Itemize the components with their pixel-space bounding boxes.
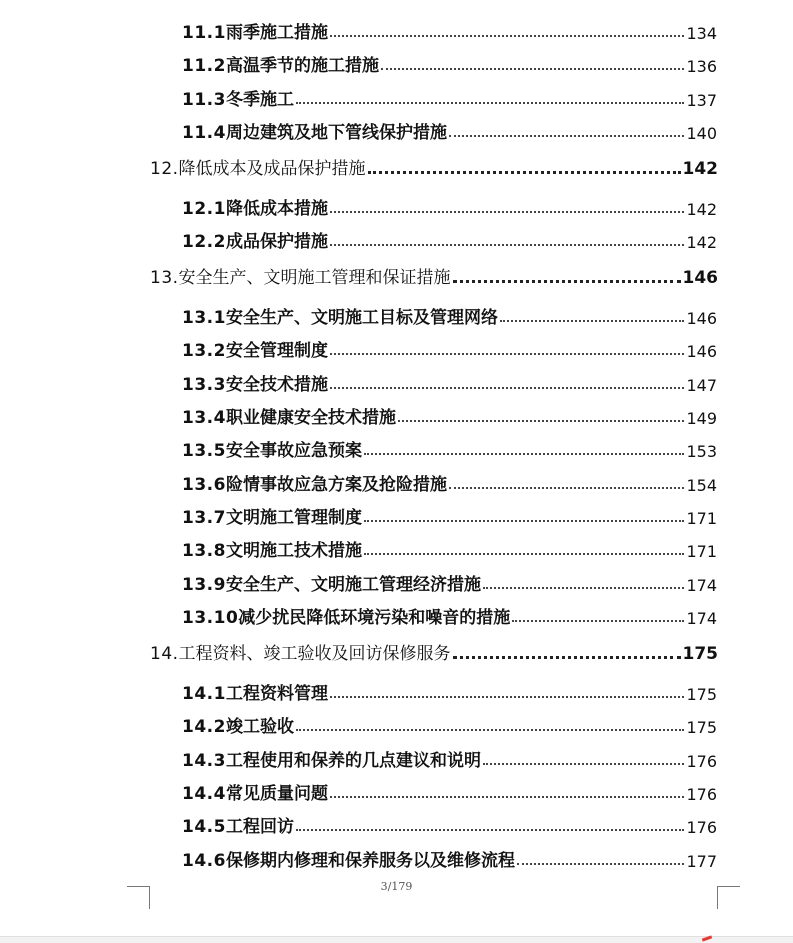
toc-entry-title: 工程资料管理 xyxy=(225,684,328,704)
toc-leader-dots xyxy=(364,451,685,455)
toc-entry-number: 13.7 xyxy=(182,508,226,528)
toc-entry-page: 171 xyxy=(686,542,717,561)
toc-section-entry[interactable] xyxy=(182,402,717,428)
toc-entry-page: 175 xyxy=(686,718,717,737)
toc-entry-number: 14.4 xyxy=(182,784,226,804)
toc-entry-number: 11.1 xyxy=(182,23,226,43)
toc-leader-dots xyxy=(398,418,685,422)
toc-section-entry[interactable] xyxy=(182,602,717,628)
toc-entry-title: 安全生产、文明施工管理经济措施 xyxy=(225,575,481,595)
toc-entry-title: 周边建筑及地下管线保护措施 xyxy=(225,123,447,143)
toc-entry-number: 11.4 xyxy=(182,123,226,143)
toc-entry-title: 成品保护措施 xyxy=(225,232,328,252)
toc-entry-page: 134 xyxy=(686,24,717,43)
toc-entry-page: 142 xyxy=(682,159,718,179)
toc-entry-number: 11.3 xyxy=(182,90,226,110)
toc-leader-dots xyxy=(330,385,685,389)
toc-chapter-entry[interactable] xyxy=(150,262,718,288)
toc-entry-number: 13. xyxy=(150,268,179,288)
toc-entry-title: 文明施工技术措施 xyxy=(225,541,362,561)
toc-leader-dots xyxy=(449,133,685,137)
toc-entry-page: 137 xyxy=(686,91,717,110)
toc-entry-number: 13.9 xyxy=(182,575,226,595)
toc-entry-page: 171 xyxy=(686,509,717,528)
toc-section-entry[interactable] xyxy=(182,435,717,461)
toc-section-entry[interactable] xyxy=(182,711,717,737)
toc-entry-number: 14.5 xyxy=(182,817,226,837)
toc-leader-dots xyxy=(330,794,685,798)
toc-entry-page: 177 xyxy=(686,852,717,871)
toc-leader-dots xyxy=(500,318,685,322)
toc-entry-page: 142 xyxy=(686,233,717,252)
toc-entry-number: 13.5 xyxy=(182,441,226,461)
toc-entry-page: 140 xyxy=(686,124,717,143)
toc-entry-number: 14.1 xyxy=(182,684,226,704)
toc-leader-dots xyxy=(449,485,685,489)
toc-entry-page: 153 xyxy=(686,442,717,461)
toc-entry-page: 176 xyxy=(686,752,717,771)
toc-entry-page: 146 xyxy=(686,342,717,361)
toc-section-entry[interactable] xyxy=(182,535,717,561)
toc-leader-dots xyxy=(330,694,685,698)
page-corner-mark-left xyxy=(127,886,150,909)
toc-leader-dots xyxy=(483,585,685,589)
toc-leader-dots xyxy=(296,100,685,104)
toc-section-entry[interactable] xyxy=(182,84,717,110)
page-number: 3/179 xyxy=(380,880,413,893)
toc-entry-number: 13.3 xyxy=(182,375,226,395)
toc-leader-dots xyxy=(296,727,685,731)
toc-entry-page: 147 xyxy=(686,376,717,395)
toc-section-entry[interactable] xyxy=(182,502,717,528)
toc-entry-page: 174 xyxy=(686,609,717,628)
toc-chapter-entry[interactable] xyxy=(150,638,718,664)
toc-entry-title: 保修期内修理和保养服务以及维修流程 xyxy=(225,851,515,871)
toc-leader-dots xyxy=(330,242,685,246)
toc-leader-dots xyxy=(517,861,685,865)
toc-entry-title: 工程资料、竣工验收及回访保修服务 xyxy=(178,644,451,664)
toc-section-entry[interactable] xyxy=(182,745,717,771)
toc-section-entry[interactable] xyxy=(182,811,717,837)
toc-entry-title: 雨季施工措施 xyxy=(225,23,328,43)
toc-entry-page: 175 xyxy=(682,644,718,664)
toc-entry-title: 工程使用和保养的几点建议和说明 xyxy=(225,751,481,771)
toc-entry-number: 14.6 xyxy=(182,851,226,871)
toc-entry-number: 12. xyxy=(150,159,179,179)
toc-leader-dots xyxy=(368,169,681,174)
toc-leader-dots xyxy=(453,278,681,283)
toc-entry-number: 12.2 xyxy=(182,232,226,252)
toc-entry-number: 14.2 xyxy=(182,717,226,737)
toc-section-entry[interactable] xyxy=(182,50,717,76)
toc-entry-number: 13.6 xyxy=(182,475,226,495)
toc-entry-number: 13.8 xyxy=(182,541,226,561)
toc-entry-number: 13.10 xyxy=(182,608,239,628)
toc-section-entry[interactable] xyxy=(182,335,717,361)
toc-entry-title: 文明施工管理制度 xyxy=(225,508,362,528)
toc-section-entry[interactable] xyxy=(182,302,717,328)
toc-entry-number: 12.1 xyxy=(182,199,226,219)
toc-section-entry[interactable] xyxy=(182,17,717,43)
toc-leader-dots xyxy=(483,761,685,765)
toc-entry-number: 13.2 xyxy=(182,341,226,361)
toc-entry-title: 冬季施工 xyxy=(225,90,294,110)
toc-section-entry[interactable] xyxy=(182,117,717,143)
toc-entry-title: 降低成本措施 xyxy=(225,199,328,219)
toc-section-entry[interactable] xyxy=(182,226,717,252)
toc-leader-dots xyxy=(364,518,685,522)
toc-entry-number: 13.1 xyxy=(182,308,226,328)
toc-leader-dots xyxy=(330,209,685,213)
toc-entry-number: 11.2 xyxy=(182,56,226,76)
toc-leader-dots xyxy=(296,827,685,831)
toc-entry-page: 176 xyxy=(686,785,717,804)
toc-leader-dots xyxy=(453,654,681,659)
toc-section-entry[interactable] xyxy=(182,845,717,871)
toc-entry-page: 146 xyxy=(686,309,717,328)
toc-section-entry[interactable] xyxy=(182,778,717,804)
toc-entry-number: 14.3 xyxy=(182,751,226,771)
toc-entry-number: 14. xyxy=(150,644,179,664)
toc-entry-page: 136 xyxy=(686,57,717,76)
toc-entry-page: 154 xyxy=(686,476,717,495)
toc-chapter-entry[interactable] xyxy=(150,153,718,179)
toc-entry-page: 149 xyxy=(686,409,717,428)
toc-entry-title: 降低成本及成品保护措施 xyxy=(178,159,366,179)
toc-entry-title: 安全管理制度 xyxy=(225,341,328,361)
toc-entry-title: 职业健康安全技术措施 xyxy=(225,408,396,428)
toc-leader-dots xyxy=(364,551,685,555)
page-corner-mark-right xyxy=(717,886,740,909)
toc-entry-title: 竣工验收 xyxy=(225,717,294,737)
toc-leader-dots xyxy=(330,351,685,355)
toc-leader-dots xyxy=(330,33,685,37)
toc-entry-page: 174 xyxy=(686,576,717,595)
toc-entry-title: 安全技术措施 xyxy=(225,375,328,395)
toc-entry-title: 安全事故应急预案 xyxy=(225,441,362,461)
toc-entry-page: 146 xyxy=(682,268,718,288)
toc-section-entry[interactable] xyxy=(182,678,717,704)
toc-entry-title: 险情事故应急方案及抢险措施 xyxy=(225,475,447,495)
toc-entry-title: 减少扰民降低环境污染和噪音的措施 xyxy=(238,608,511,628)
toc-entry-page: 175 xyxy=(686,685,717,704)
toc-section-entry[interactable] xyxy=(182,469,717,495)
toc-entry-page: 176 xyxy=(686,818,717,837)
toc-section-entry[interactable] xyxy=(182,369,717,395)
toc-entry-title: 高温季节的施工措施 xyxy=(225,56,379,76)
toc-entry-title: 安全生产、文明施工管理和保证措施 xyxy=(178,268,451,288)
toc-entry-title: 工程回访 xyxy=(225,817,294,837)
toc-leader-dots xyxy=(381,66,685,70)
toc-entry-number: 13.4 xyxy=(182,408,226,428)
toc-entry-page: 142 xyxy=(686,200,717,219)
toc-section-entry[interactable] xyxy=(182,569,717,595)
toc-section-entry[interactable] xyxy=(182,193,717,219)
toc-leader-dots xyxy=(512,618,684,622)
toc-entry-title: 安全生产、文明施工目标及管理网络 xyxy=(225,308,498,328)
toc-entry-title: 常见质量问题 xyxy=(225,784,328,804)
